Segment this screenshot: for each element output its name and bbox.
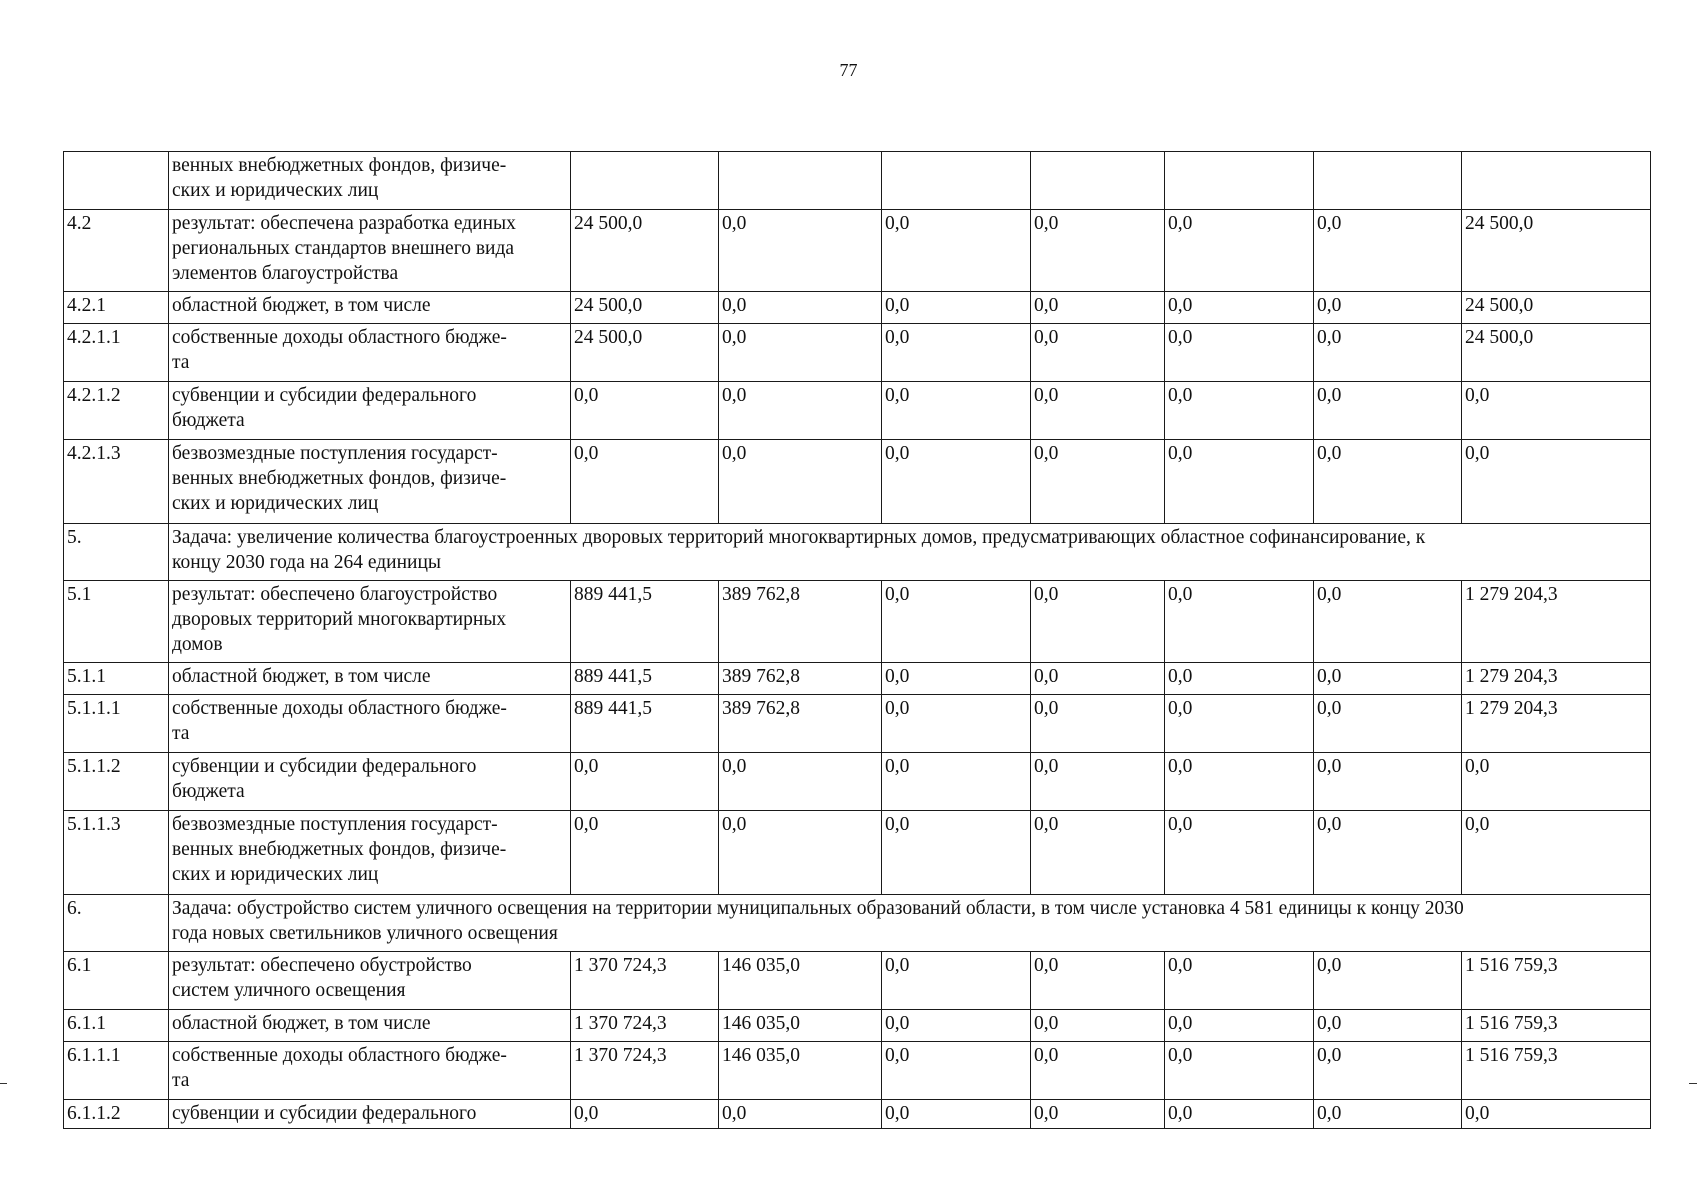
row-code: 4.2.1.1 <box>64 324 169 382</box>
value-total: 1 279 204,3 <box>1462 663 1651 695</box>
value-year-4: 0,0 <box>1031 210 1165 292</box>
value-year-5: 0,0 <box>1165 663 1314 695</box>
page-number: 77 <box>839 60 858 80</box>
value-year-6: 0,0 <box>1314 210 1462 292</box>
row-name: областной бюджет, в том числе <box>169 663 571 695</box>
scan-mark-left <box>0 1083 7 1084</box>
value-year-6: 0,0 <box>1314 440 1462 524</box>
table-row <box>64 581 1651 663</box>
value-year-1: 0,0 <box>571 1100 719 1129</box>
value-year-5: 0,0 <box>1165 753 1314 811</box>
value-year-4: 0,0 <box>1031 324 1165 382</box>
value-year-5: 0,0 <box>1165 811 1314 895</box>
row-code: 4.2 <box>64 210 169 292</box>
row-code: 6.1 <box>64 952 169 1010</box>
row-code: 5.1 <box>64 581 169 663</box>
value-total: 1 279 204,3 <box>1462 581 1651 663</box>
value-year-5: 0,0 <box>1165 581 1314 663</box>
value-year-1: 24 500,0 <box>571 292 719 324</box>
table-body <box>64 152 1651 1129</box>
value-total: 1 516 759,3 <box>1462 1042 1651 1100</box>
value-year-1: 24 500,0 <box>571 324 719 382</box>
value-year-6: 0,0 <box>1314 581 1462 663</box>
row-name: результат: обеспечено благоустройство дворовых территорий многоквартирных домов <box>169 581 571 663</box>
value-year-6: 0,0 <box>1314 753 1462 811</box>
value-year-5: 0,0 <box>1165 440 1314 524</box>
value-year-4: 0,0 <box>1031 811 1165 895</box>
table-row <box>64 292 1651 324</box>
value-year-3: 0,0 <box>882 440 1031 524</box>
value-year-1 <box>571 152 719 210</box>
value-year-6: 0,0 <box>1314 811 1462 895</box>
value-year-2: 0,0 <box>719 1100 882 1129</box>
value-year-2: 0,0 <box>719 811 882 895</box>
row-name: результат: обеспечено обустройство систем уличного освещения <box>169 952 571 1010</box>
table-row <box>64 811 1651 895</box>
row-code: 5.1.1 <box>64 663 169 695</box>
value-year-4: 0,0 <box>1031 382 1165 440</box>
value-year-2: 0,0 <box>719 440 882 524</box>
table-row <box>64 324 1651 382</box>
row-name: собственные доходы областного бюдже- та <box>169 1042 571 1100</box>
row-name: собственные доходы областного бюдже- та <box>169 695 571 753</box>
row-code: 5.1.1.3 <box>64 811 169 895</box>
value-year-1: 1 370 724,3 <box>571 1042 719 1100</box>
task-row <box>64 895 1651 952</box>
row-code: 5.1.1.2 <box>64 753 169 811</box>
task-row <box>64 524 1651 581</box>
value-year-2: 389 762,8 <box>719 695 882 753</box>
value-year-6: 0,0 <box>1314 1042 1462 1100</box>
value-year-4: 0,0 <box>1031 581 1165 663</box>
row-name: субвенции и субсидии федерального бюджета <box>169 382 571 440</box>
table-row <box>64 695 1651 753</box>
value-year-1: 0,0 <box>571 440 719 524</box>
value-total: 0,0 <box>1462 382 1651 440</box>
value-year-2: 0,0 <box>719 324 882 382</box>
value-year-5: 0,0 <box>1165 210 1314 292</box>
value-year-2 <box>719 152 882 210</box>
value-year-3: 0,0 <box>882 1100 1031 1129</box>
value-year-5: 0,0 <box>1165 952 1314 1010</box>
value-year-2: 146 035,0 <box>719 1010 882 1042</box>
value-year-5: 0,0 <box>1165 695 1314 753</box>
value-year-5: 0,0 <box>1165 1010 1314 1042</box>
value-year-6: 0,0 <box>1314 695 1462 753</box>
value-total: 24 500,0 <box>1462 324 1651 382</box>
table-row <box>64 952 1651 1010</box>
value-year-4: 0,0 <box>1031 1010 1165 1042</box>
value-year-1: 889 441,5 <box>571 663 719 695</box>
table-row <box>64 663 1651 695</box>
value-year-3 <box>882 152 1031 210</box>
value-year-2: 389 762,8 <box>719 663 882 695</box>
value-year-6: 0,0 <box>1314 952 1462 1010</box>
value-year-2: 0,0 <box>719 382 882 440</box>
value-year-4 <box>1031 152 1165 210</box>
row-name: результат: обеспечена разработка единых региональных стандартов внешнего вида элементов благоустройства <box>169 210 571 292</box>
value-total: 0,0 <box>1462 811 1651 895</box>
value-year-5: 0,0 <box>1165 292 1314 324</box>
value-total: 1 516 759,3 <box>1462 1010 1651 1042</box>
value-total: 24 500,0 <box>1462 210 1651 292</box>
value-year-6: 0,0 <box>1314 663 1462 695</box>
value-year-6: 0,0 <box>1314 324 1462 382</box>
value-year-2: 0,0 <box>719 292 882 324</box>
value-total: 1 279 204,3 <box>1462 695 1651 753</box>
value-year-4: 0,0 <box>1031 1042 1165 1100</box>
value-year-3: 0,0 <box>882 292 1031 324</box>
row-name: областной бюджет, в том числе <box>169 1010 571 1042</box>
value-year-3: 0,0 <box>882 753 1031 811</box>
value-year-4: 0,0 <box>1031 440 1165 524</box>
value-year-3: 0,0 <box>882 581 1031 663</box>
row-name: областной бюджет, в том числе <box>169 292 571 324</box>
value-year-4: 0,0 <box>1031 663 1165 695</box>
value-year-6: 0,0 <box>1314 1100 1462 1129</box>
row-code: 5. <box>64 524 169 581</box>
row-code: 6.1.1.2 <box>64 1100 169 1129</box>
value-year-2: 146 035,0 <box>719 1042 882 1100</box>
row-code: 6.1.1.1 <box>64 1042 169 1100</box>
value-year-5: 0,0 <box>1165 382 1314 440</box>
value-year-6: 0,0 <box>1314 292 1462 324</box>
row-code: 4.2.1.2 <box>64 382 169 440</box>
row-name: субвенции и субсидии федерального <box>169 1100 571 1129</box>
table-row <box>64 152 1651 210</box>
value-total <box>1462 152 1651 210</box>
row-code: 6. <box>64 895 169 952</box>
row-code: 4.2.1 <box>64 292 169 324</box>
table-row <box>64 753 1651 811</box>
row-name: безвозмездные поступления государст- венных внебюджетных фондов, физиче- ских и юридических лиц <box>169 811 571 895</box>
task-description: Задача: увеличение количества благоустроенных дворовых территорий многоквартирных домов, предусматривающих областное софинансирование, к концу 2030 года на 264 единицы <box>169 524 1651 581</box>
value-year-5 <box>1165 152 1314 210</box>
row-code: 5.1.1.1 <box>64 695 169 753</box>
value-year-1: 889 441,5 <box>571 581 719 663</box>
row-name: венных внебюджетных фондов, физиче- ских и юридических лиц <box>169 152 571 210</box>
row-name: собственные доходы областного бюдже- та <box>169 324 571 382</box>
row-code <box>64 152 169 210</box>
value-year-4: 0,0 <box>1031 753 1165 811</box>
value-total: 1 516 759,3 <box>1462 952 1651 1010</box>
value-year-4: 0,0 <box>1031 695 1165 753</box>
value-year-2: 0,0 <box>719 753 882 811</box>
value-year-3: 0,0 <box>882 1010 1031 1042</box>
value-year-2: 389 762,8 <box>719 581 882 663</box>
value-year-5: 0,0 <box>1165 1042 1314 1100</box>
row-name: безвозмездные поступления государст- венных внебюджетных фондов, физиче- ских и юридических лиц <box>169 440 571 524</box>
value-year-4: 0,0 <box>1031 1100 1165 1129</box>
value-total: 24 500,0 <box>1462 292 1651 324</box>
value-year-6: 0,0 <box>1314 382 1462 440</box>
value-year-6: 0,0 <box>1314 1010 1462 1042</box>
value-year-3: 0,0 <box>882 210 1031 292</box>
table-row <box>64 440 1651 524</box>
value-year-1: 1 370 724,3 <box>571 952 719 1010</box>
value-year-5: 0,0 <box>1165 1100 1314 1129</box>
budget-table <box>63 151 1651 1129</box>
value-year-4: 0,0 <box>1031 952 1165 1010</box>
table-row <box>64 1100 1651 1129</box>
scan-mark-right <box>1689 1083 1697 1084</box>
value-year-1: 24 500,0 <box>571 210 719 292</box>
value-year-5: 0,0 <box>1165 324 1314 382</box>
value-year-3: 0,0 <box>882 663 1031 695</box>
value-total: 0,0 <box>1462 440 1651 524</box>
value-year-2: 146 035,0 <box>719 952 882 1010</box>
value-year-3: 0,0 <box>882 1042 1031 1100</box>
row-code: 4.2.1.3 <box>64 440 169 524</box>
task-description: Задача: обустройство систем уличного освещения на территории муниципальных образований области, в том числе установка 4 581 единицы к концу 2030 года новых светильников уличного освещения <box>169 895 1651 952</box>
value-year-3: 0,0 <box>882 382 1031 440</box>
value-year-1: 889 441,5 <box>571 695 719 753</box>
row-code: 6.1.1 <box>64 1010 169 1042</box>
row-name: субвенции и субсидии федерального бюджета <box>169 753 571 811</box>
value-year-6 <box>1314 152 1462 210</box>
value-year-3: 0,0 <box>882 695 1031 753</box>
value-year-1: 1 370 724,3 <box>571 1010 719 1042</box>
table-row <box>64 210 1651 292</box>
value-year-3: 0,0 <box>882 811 1031 895</box>
value-year-4: 0,0 <box>1031 292 1165 324</box>
value-year-1: 0,0 <box>571 753 719 811</box>
value-year-1: 0,0 <box>571 811 719 895</box>
value-year-3: 0,0 <box>882 952 1031 1010</box>
value-year-3: 0,0 <box>882 324 1031 382</box>
table-row <box>64 1010 1651 1042</box>
value-year-2: 0,0 <box>719 210 882 292</box>
value-year-1: 0,0 <box>571 382 719 440</box>
table-row <box>64 1042 1651 1100</box>
value-total: 0,0 <box>1462 1100 1651 1129</box>
value-total: 0,0 <box>1462 753 1651 811</box>
table-row <box>64 382 1651 440</box>
